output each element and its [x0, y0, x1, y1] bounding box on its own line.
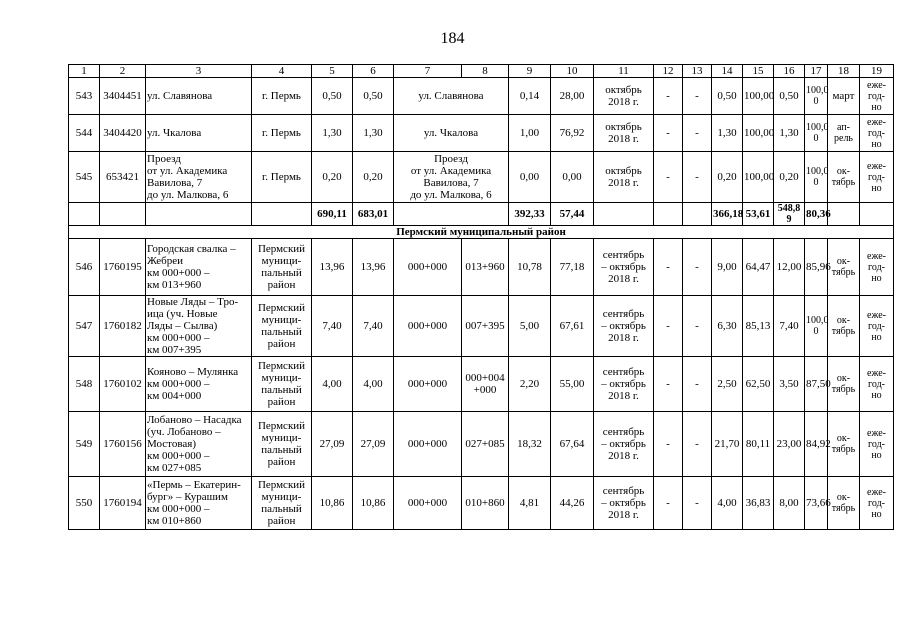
cell-c18: [828, 477, 860, 530]
header-cell: 19: [860, 65, 894, 78]
cell-c11: [594, 115, 654, 152]
period-text: сентябрь – октябрь 2018 г.: [601, 249, 646, 285]
period-text: сентябрь – октябрь 2018 г.: [601, 366, 646, 402]
table-row: [69, 152, 894, 203]
cell-c11: [594, 78, 654, 115]
cell-c10: 0,00: [551, 152, 594, 203]
cell-c11: [594, 357, 654, 412]
road-name: [146, 357, 252, 412]
header-cell: 8: [462, 65, 509, 78]
cell-c7: 000+000: [394, 296, 462, 357]
row-number: 544: [69, 115, 100, 152]
empty-cell: [828, 203, 860, 226]
cell-c17: 84,92: [805, 412, 828, 477]
road-code: 1760182: [100, 296, 146, 357]
empty-cell: [594, 203, 654, 226]
cell-c6: 10,86: [353, 477, 394, 530]
road-name-text: Новые Ляды – Тро- ица (уч. Новые Ляды – Сылва) км 000+000 – км 007+395: [147, 296, 239, 356]
district: [252, 412, 312, 477]
cell-c19: [860, 239, 894, 296]
district: [252, 296, 312, 357]
cell-c17: 73,66: [805, 477, 828, 530]
cell-c16: 23,00: [774, 412, 805, 477]
total-c15: 53,61: [743, 203, 774, 226]
cell-c8: 013+960: [462, 239, 509, 296]
road-name-text: Кояново – Мулянка км 000+000 – км 004+000: [147, 366, 239, 402]
road-code: 1760102: [100, 357, 146, 412]
percent-text: 100,0 0: [806, 122, 829, 144]
district: [252, 477, 312, 530]
cell-c19: [860, 477, 894, 530]
header-cell: 5: [312, 65, 353, 78]
district-text: Пермский муници- пальный район: [257, 479, 306, 527]
cell-c11: [594, 239, 654, 296]
cell-c15: 64,47: [743, 239, 774, 296]
cell-c17: 87,50: [805, 357, 828, 412]
empty-cell: [252, 203, 312, 226]
cell-c17: [805, 152, 828, 203]
row-number: 543: [69, 78, 100, 115]
cell-c12: -: [654, 477, 683, 530]
cell-c11: [594, 296, 654, 357]
cell-c18: [828, 412, 860, 477]
cell-c13: -: [683, 78, 712, 115]
month-text: ок- тябрь: [831, 433, 856, 455]
cell-c13: -: [683, 412, 712, 477]
total-c10: 57,44: [551, 203, 594, 226]
cell-c5: 1,30: [312, 115, 353, 152]
row-number: 546: [69, 239, 100, 296]
cell-c7: 000+000: [394, 357, 462, 412]
table-row: [69, 477, 894, 530]
section-header-row: [69, 226, 894, 239]
cell-c5: 10,86: [312, 477, 353, 530]
cell-c18: март: [828, 78, 860, 115]
cell-c17: [805, 78, 828, 115]
total-c9: 392,33: [509, 203, 551, 226]
row-number: 550: [69, 477, 100, 530]
section-text: Проезд от ул. Академика Вавилова, 7 до ул. Малкова, 6: [410, 153, 492, 201]
cell-c17: 85,96: [805, 239, 828, 296]
header-cell: 7: [394, 65, 462, 78]
cell-c12: -: [654, 357, 683, 412]
period-text: сентябрь – октябрь 2018 г.: [601, 308, 646, 344]
header-cell: 10: [551, 65, 594, 78]
road-code: 3404451: [100, 78, 146, 115]
frequency-text: еже- год- но: [867, 427, 886, 461]
header-cell: 11: [594, 65, 654, 78]
cell-c19: [860, 152, 894, 203]
period-text: сентябрь – октябрь 2018 г.: [601, 485, 646, 521]
frequency-text: еже- год- но: [867, 367, 886, 401]
header-cell: 15: [743, 65, 774, 78]
cell-c7: 000+000: [394, 477, 462, 530]
cell-c6: 27,09: [353, 412, 394, 477]
cell-c10: 67,61: [551, 296, 594, 357]
cell-c5: 0,50: [312, 78, 353, 115]
road-name: [146, 296, 252, 357]
frequency-text: еже- год- но: [867, 160, 886, 194]
row-number: 545: [69, 152, 100, 203]
cell-c8: 027+085: [462, 412, 509, 477]
header-cell: 17: [805, 65, 828, 78]
cell-c5: 4,00: [312, 357, 353, 412]
header-cell: 2: [100, 65, 146, 78]
total-c6: 683,01: [353, 203, 394, 226]
cell-c10: 76,92: [551, 115, 594, 152]
cell-c9: 0,14: [509, 78, 551, 115]
total-c14: 366,18: [712, 203, 743, 226]
page-number: 184: [440, 30, 465, 47]
cell-c15: 36,83: [743, 477, 774, 530]
cell-c16: 8,00: [774, 477, 805, 530]
table-row: [69, 412, 894, 477]
cell-c15: 100,00: [743, 152, 774, 203]
frequency-text: еже- год- но: [867, 116, 886, 150]
cell-c12: -: [654, 78, 683, 115]
cell-c8: [462, 357, 509, 412]
cell-c12: -: [654, 412, 683, 477]
cell-c9: 10,78: [509, 239, 551, 296]
cell-c14: 4,00: [712, 477, 743, 530]
cell-c19: [860, 412, 894, 477]
header-cell: 13: [683, 65, 712, 78]
cell-c7: ул. Славянова: [394, 78, 509, 115]
cell-c12: -: [654, 152, 683, 203]
road-name: [146, 239, 252, 296]
cell-c6: 13,96: [353, 239, 394, 296]
district-text: Пермский муници- пальный район: [257, 420, 306, 468]
total-c16: [774, 203, 805, 226]
header-cell: 14: [712, 65, 743, 78]
table-row: [69, 296, 894, 357]
header-cell: 4: [252, 65, 312, 78]
empty-cell: [860, 203, 894, 226]
cell-c16: 0,50: [774, 78, 805, 115]
cell-c14: 9,00: [712, 239, 743, 296]
cell-c15: 85,13: [743, 296, 774, 357]
road-name-text: Проезд от ул. Академика Вавилова, 7 до ул. Малкова, 6: [147, 153, 229, 201]
cell-c10: 55,00: [551, 357, 594, 412]
cell-c15: 80,11: [743, 412, 774, 477]
road-code: 1760156: [100, 412, 146, 477]
cell-c14: 0,20: [712, 152, 743, 203]
header-cell: 12: [654, 65, 683, 78]
period-text: октябрь 2018 г.: [605, 84, 642, 108]
road-code: 3404420: [100, 115, 146, 152]
empty-cell: [394, 203, 509, 226]
cell-c6: 7,40: [353, 296, 394, 357]
cell-c9: 5,00: [509, 296, 551, 357]
month-text: ок- тябрь: [831, 373, 856, 395]
road-name: [146, 152, 252, 203]
cell-c13: -: [683, 477, 712, 530]
cell-c13: -: [683, 115, 712, 152]
cell-c6: 1,30: [353, 115, 394, 152]
table-row: [69, 115, 894, 152]
month-text: ок- тябрь: [831, 315, 856, 337]
frequency-text: еже- год- но: [867, 309, 886, 343]
percent-text: 100,0 0: [806, 85, 829, 107]
cell-c19: [860, 296, 894, 357]
row-number: 548: [69, 357, 100, 412]
frequency-text: еже- год- но: [867, 250, 886, 284]
row-number: 549: [69, 412, 100, 477]
cell-c12: -: [654, 115, 683, 152]
cell-c13: -: [683, 239, 712, 296]
cell-c12: -: [654, 296, 683, 357]
cell-c10: 77,18: [551, 239, 594, 296]
cell-c16: 12,00: [774, 239, 805, 296]
month-text: ап- рель: [834, 122, 853, 144]
district: г. Пермь: [252, 152, 312, 203]
period-text: сентябрь – октябрь 2018 г.: [601, 426, 646, 462]
cell-c18: [828, 239, 860, 296]
cell-c19: [860, 115, 894, 152]
district-text: Пермский муници- пальный район: [257, 360, 306, 408]
cell-c19: [860, 78, 894, 115]
cell-c10: 67,64: [551, 412, 594, 477]
header-cell: 1: [69, 65, 100, 78]
cell-c15: 100,00: [743, 78, 774, 115]
cell-c17: [805, 115, 828, 152]
road-name: [146, 477, 252, 530]
district: [252, 357, 312, 412]
header-cell: 16: [774, 65, 805, 78]
district: [252, 239, 312, 296]
cell-c18: [828, 296, 860, 357]
district: г. Пермь: [252, 78, 312, 115]
cell-c16: 3,50: [774, 357, 805, 412]
percent-text: 100,0 0: [806, 315, 829, 337]
cell-c14: 2,50: [712, 357, 743, 412]
header-cell: 6: [353, 65, 394, 78]
cell-c11: [594, 152, 654, 203]
empty-cell: [146, 203, 252, 226]
empty-cell: [100, 203, 146, 226]
cell-c12: -: [654, 239, 683, 296]
column-number-header-row: [69, 65, 894, 78]
cell-c16: 7,40: [774, 296, 805, 357]
table-row: [69, 357, 894, 412]
month-text: ок- тябрь: [831, 256, 856, 278]
road-registry-table: [68, 64, 894, 530]
section-title: Пермский муниципальный район: [69, 226, 894, 239]
total-c17: 80,36: [805, 203, 828, 226]
cell-c8: 010+860: [462, 477, 509, 530]
cell-c14: 21,70: [712, 412, 743, 477]
road-name: ул. Чкалова: [146, 115, 252, 152]
cell-c13: -: [683, 296, 712, 357]
cell-c5: 0,20: [312, 152, 353, 203]
empty-cell: [654, 203, 683, 226]
cell-c7: [394, 152, 509, 203]
district: г. Пермь: [252, 115, 312, 152]
period-text: октябрь 2018 г.: [605, 121, 642, 145]
cell-c17: [805, 296, 828, 357]
cell-c6: 0,50: [353, 78, 394, 115]
cell-c18: [828, 152, 860, 203]
cell-c10: 44,26: [551, 477, 594, 530]
total-row: [69, 203, 894, 226]
cell-c9: 4,81: [509, 477, 551, 530]
cell-c5: 13,96: [312, 239, 353, 296]
cell-c18: [828, 115, 860, 152]
table-row: [69, 239, 894, 296]
total-c16-text: 548,8 9: [777, 203, 801, 225]
road-code: 1760195: [100, 239, 146, 296]
road-name: [146, 412, 252, 477]
cell-c10: 28,00: [551, 78, 594, 115]
cell-c7: 000+000: [394, 239, 462, 296]
cell-c11: [594, 412, 654, 477]
header-cell: 18: [828, 65, 860, 78]
road-code: 653421: [100, 152, 146, 203]
district-text: Пермский муници- пальный район: [257, 243, 306, 291]
cell-c13: -: [683, 152, 712, 203]
table-row: [69, 78, 894, 115]
row-number: 547: [69, 296, 100, 357]
empty-cell: [69, 203, 100, 226]
km-end-text: 000+004 +000: [465, 372, 505, 396]
header-cell: 9: [509, 65, 551, 78]
cell-c19: [860, 357, 894, 412]
cell-c5: 27,09: [312, 412, 353, 477]
cell-c5: 7,40: [312, 296, 353, 357]
month-text: ок- тябрь: [831, 166, 856, 188]
cell-c7: ул. Чкалова: [394, 115, 509, 152]
frequency-text: еже- год- но: [867, 79, 886, 113]
cell-c18: [828, 357, 860, 412]
cell-c9: 18,32: [509, 412, 551, 477]
cell-c14: 6,30: [712, 296, 743, 357]
cell-c6: 4,00: [353, 357, 394, 412]
total-c5: 690,11: [312, 203, 353, 226]
cell-c11: [594, 477, 654, 530]
district-text: Пермский муници- пальный район: [257, 302, 306, 350]
cell-c8: 007+395: [462, 296, 509, 357]
cell-c16: 0,20: [774, 152, 805, 203]
cell-c14: 1,30: [712, 115, 743, 152]
cell-c9: 1,00: [509, 115, 551, 152]
road-code: 1760194: [100, 477, 146, 530]
road-name-text: Лобаново – Насадка (уч. Лобаново – Мостовая) км 000+000 – км 027+085: [147, 414, 242, 474]
road-name-text: Городская свалка – Жебреи км 000+000 – км 013+960: [147, 243, 236, 291]
percent-text: 100,0 0: [806, 166, 829, 188]
header-cell: 3: [146, 65, 252, 78]
period-text: октябрь 2018 г.: [605, 165, 642, 189]
cell-c9: 2,20: [509, 357, 551, 412]
cell-c15: 100,00: [743, 115, 774, 152]
cell-c13: -: [683, 357, 712, 412]
cell-c16: 1,30: [774, 115, 805, 152]
frequency-text: еже- год- но: [867, 486, 886, 520]
road-name: ул. Славянова: [146, 78, 252, 115]
cell-c7: 000+000: [394, 412, 462, 477]
cell-c15: 62,50: [743, 357, 774, 412]
road-name-text: «Пермь – Екатерин- бург» – Курашим км 000+000 – км 010+860: [147, 479, 241, 527]
cell-c14: 0,50: [712, 78, 743, 115]
empty-cell: [683, 203, 712, 226]
cell-c6: 0,20: [353, 152, 394, 203]
month-text: ок- тябрь: [831, 492, 856, 514]
cell-c9: 0,00: [509, 152, 551, 203]
